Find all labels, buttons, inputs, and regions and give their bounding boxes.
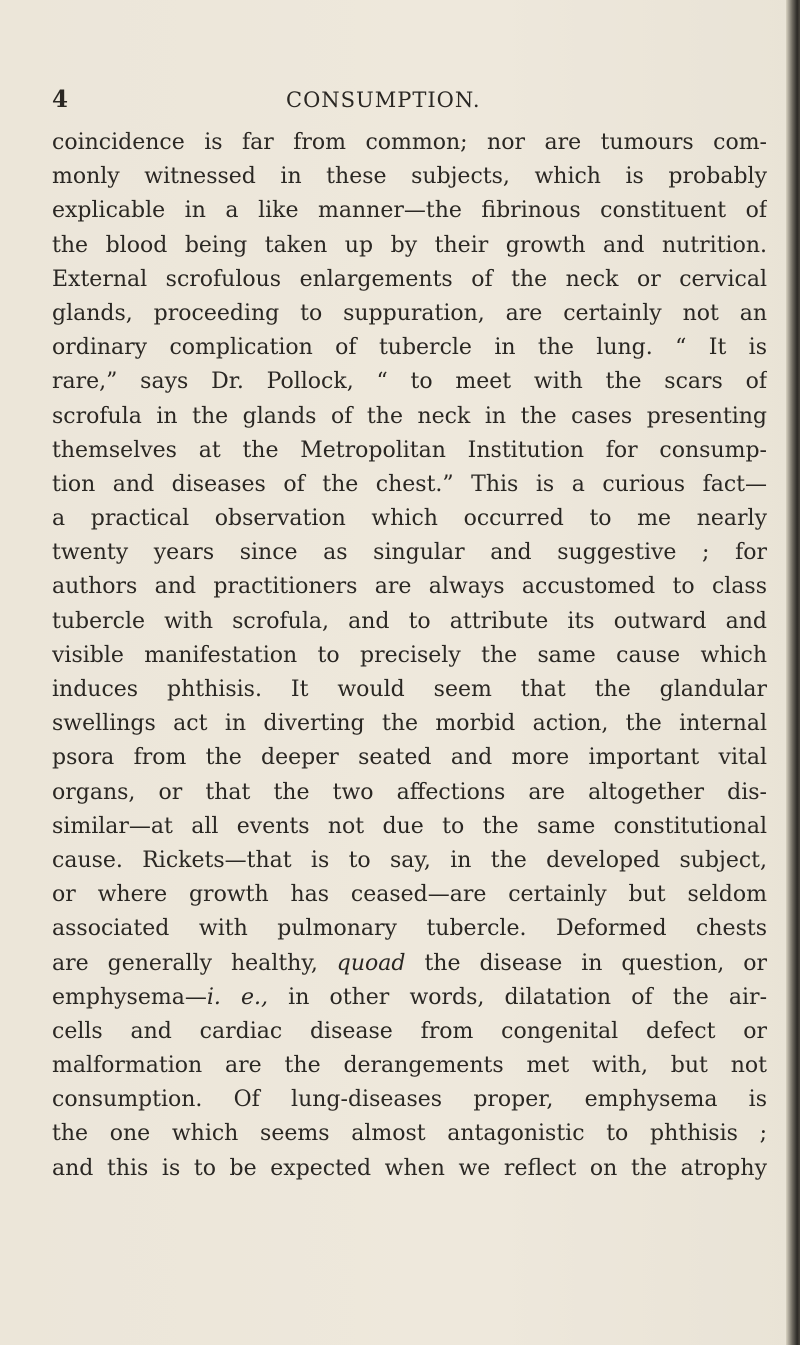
italic-term-ie: i. e., [206,984,269,1010]
body-text [52,126,767,1186]
text-line: authors and practitioners are always accustomed to class [52,574,767,600]
running-title: CONSUMPTION. [286,88,481,112]
text-line: malformation are the derangements met with, but not [52,1053,767,1079]
text-segment: are generally healthy, [52,950,337,976]
text-line: monly witnessed in these subjects, which is probably [52,164,767,190]
text-line: rare,” says Dr. Pollock, “ to meet with the scars of [52,369,767,395]
text-line: similar—at all events not due to the same constitutional [52,813,767,839]
page-binding-edge [786,0,800,1345]
text-line: or where growth has ceased—are certainly but seldom [52,882,767,908]
page-number: 4 [52,86,69,113]
text-line: visible manifestation to precisely the same cause which [52,642,767,668]
text-line-ie [52,981,767,1015]
text-segment: emphysema— [52,984,207,1010]
text-line: ordinary complication of tubercle in the lung. “ It is [52,335,767,361]
italic-term-quoad: quoad [336,950,406,976]
text-line-quoad [52,947,767,981]
text-line: the one which seems almost antagonistic to phthisis ; [52,1121,767,1147]
text-line: explicable in a like manner—the fibrinous constituent of [52,198,767,224]
text-line: the blood being taken up by their growth and nutrition. [52,232,767,258]
text-line: tubercle with scrofula, and to attribute its outward and [52,608,767,634]
text-line: cause. Rickets—that is to say, in the developed subject, [52,847,767,873]
text-line: coincidence is far from common; nor are tumours com- [52,130,767,155]
text-line: tion and diseases of the chest.” This is a curious fact— [52,471,767,497]
text-line: scrofula in the glands of the neck in the cases presenting [52,403,767,429]
text-line: glands, proceeding to suppuration, are certainly not an [52,300,767,326]
text-line: organs, or that the two affections are altogether dis- [52,779,767,805]
text-line: a practical observation which occurred to me nearly [52,506,767,532]
text-segment: in other words, dilatation of the air- [268,984,767,1010]
text-line: psora from the deeper seated and more important vital [52,745,767,771]
text-line: themselves at the Metropolitan Institution for consump- [52,437,767,463]
text-line: consumption. Of lung-diseases proper, emphysema is [52,1087,767,1113]
text-line: associated with pulmonary tubercle. Deformed chests [52,916,767,942]
text-line: twenty years since as singular and suggestive ; for [52,540,767,566]
text-line: and this is to be expected when we reflect on the atrophy [52,1155,767,1181]
text-line: cells and cardiac disease from congenital defect or [52,1018,767,1044]
running-head [52,86,770,116]
text-segment: the disease in question, or [405,950,767,976]
text-line: induces phthisis. It would seem that the glandular [52,677,767,702]
text-line: swellings act in diverting the morbid action, the internal [52,711,767,737]
text-line: External scrofulous enlargements of the neck or cervical [52,266,767,292]
